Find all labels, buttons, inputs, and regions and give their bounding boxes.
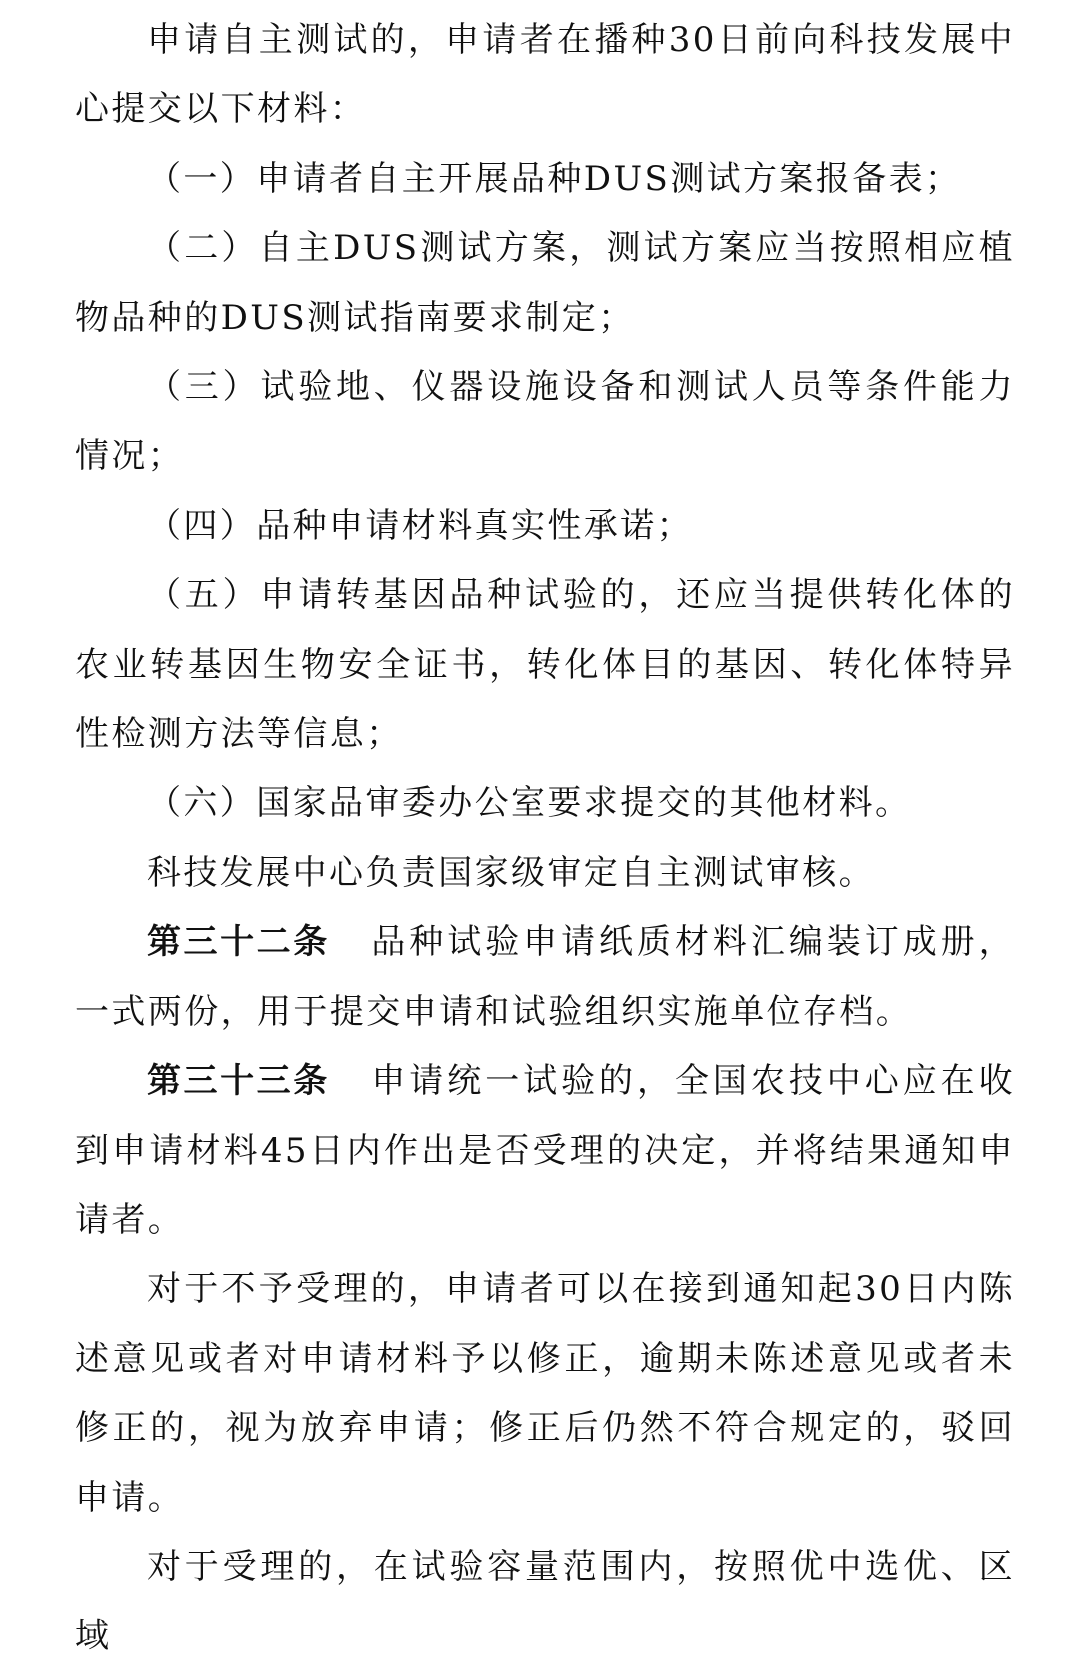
list-item-4: （四）品种申请材料真实性承诺； [147, 505, 693, 546]
list-item-3: （三）试验地、仪器设施设备和测试人员等条件能力情况； [75, 367, 1015, 477]
paragraph-not-accepted: 对于不予受理的，申请者可以在接到通知起30日内陈述意见或者对申请材料予以修正，逾期未陈述意见或者未修正的，视为放弃申请；修正后仍然不符合规定的，驳回申请。 [75, 1269, 1015, 1518]
list-item-2: （二）自主DUS测试方案，测试方案应当按照相应植物品种的DUS测试指南要求制定； [75, 228, 1015, 338]
paragraph-review-responsibility: 科技发展中心负责国家级审定自主测试审核。 [147, 852, 875, 893]
list-item-6: （六）国家品审委办公室要求提交的其他材料。 [147, 783, 912, 824]
list-item-5: （五）申请转基因品种试验的，还应当提供转化体的农业转基因生物安全证书，转化体目的基因、转化体特异性检测方法等信息； [75, 575, 1015, 755]
article-32-text: 品种试验申请纸质材料汇编装订成册，一式两份，用于提交申请和试验组织实施单位存档。 [75, 922, 1015, 1032]
article-33-heading: 第三十三条 [147, 1061, 330, 1102]
document-page [75, 6, 1015, 1672]
article-32 [75, 908, 1015, 1047]
article-33 [75, 1047, 1015, 1255]
paragraph-submission-intro: 申请自主测试的，申请者在播种30日前向科技发展中心提交以下材料： [75, 20, 1015, 130]
list-item-1: （一）申请者自主开展品种DUS测试方案报备表； [147, 158, 962, 199]
paragraph-accepted: 对于受理的，在试验容量范围内，按照优中选优、区域 [75, 1546, 1015, 1657]
article-32-heading: 第三十二条 [147, 922, 330, 963]
article-33-text: 申请统一试验的，全国农技中心应在收到申请材料45日内作出是否受理的决定，并将结果通知申请者。 [75, 1061, 1015, 1240]
